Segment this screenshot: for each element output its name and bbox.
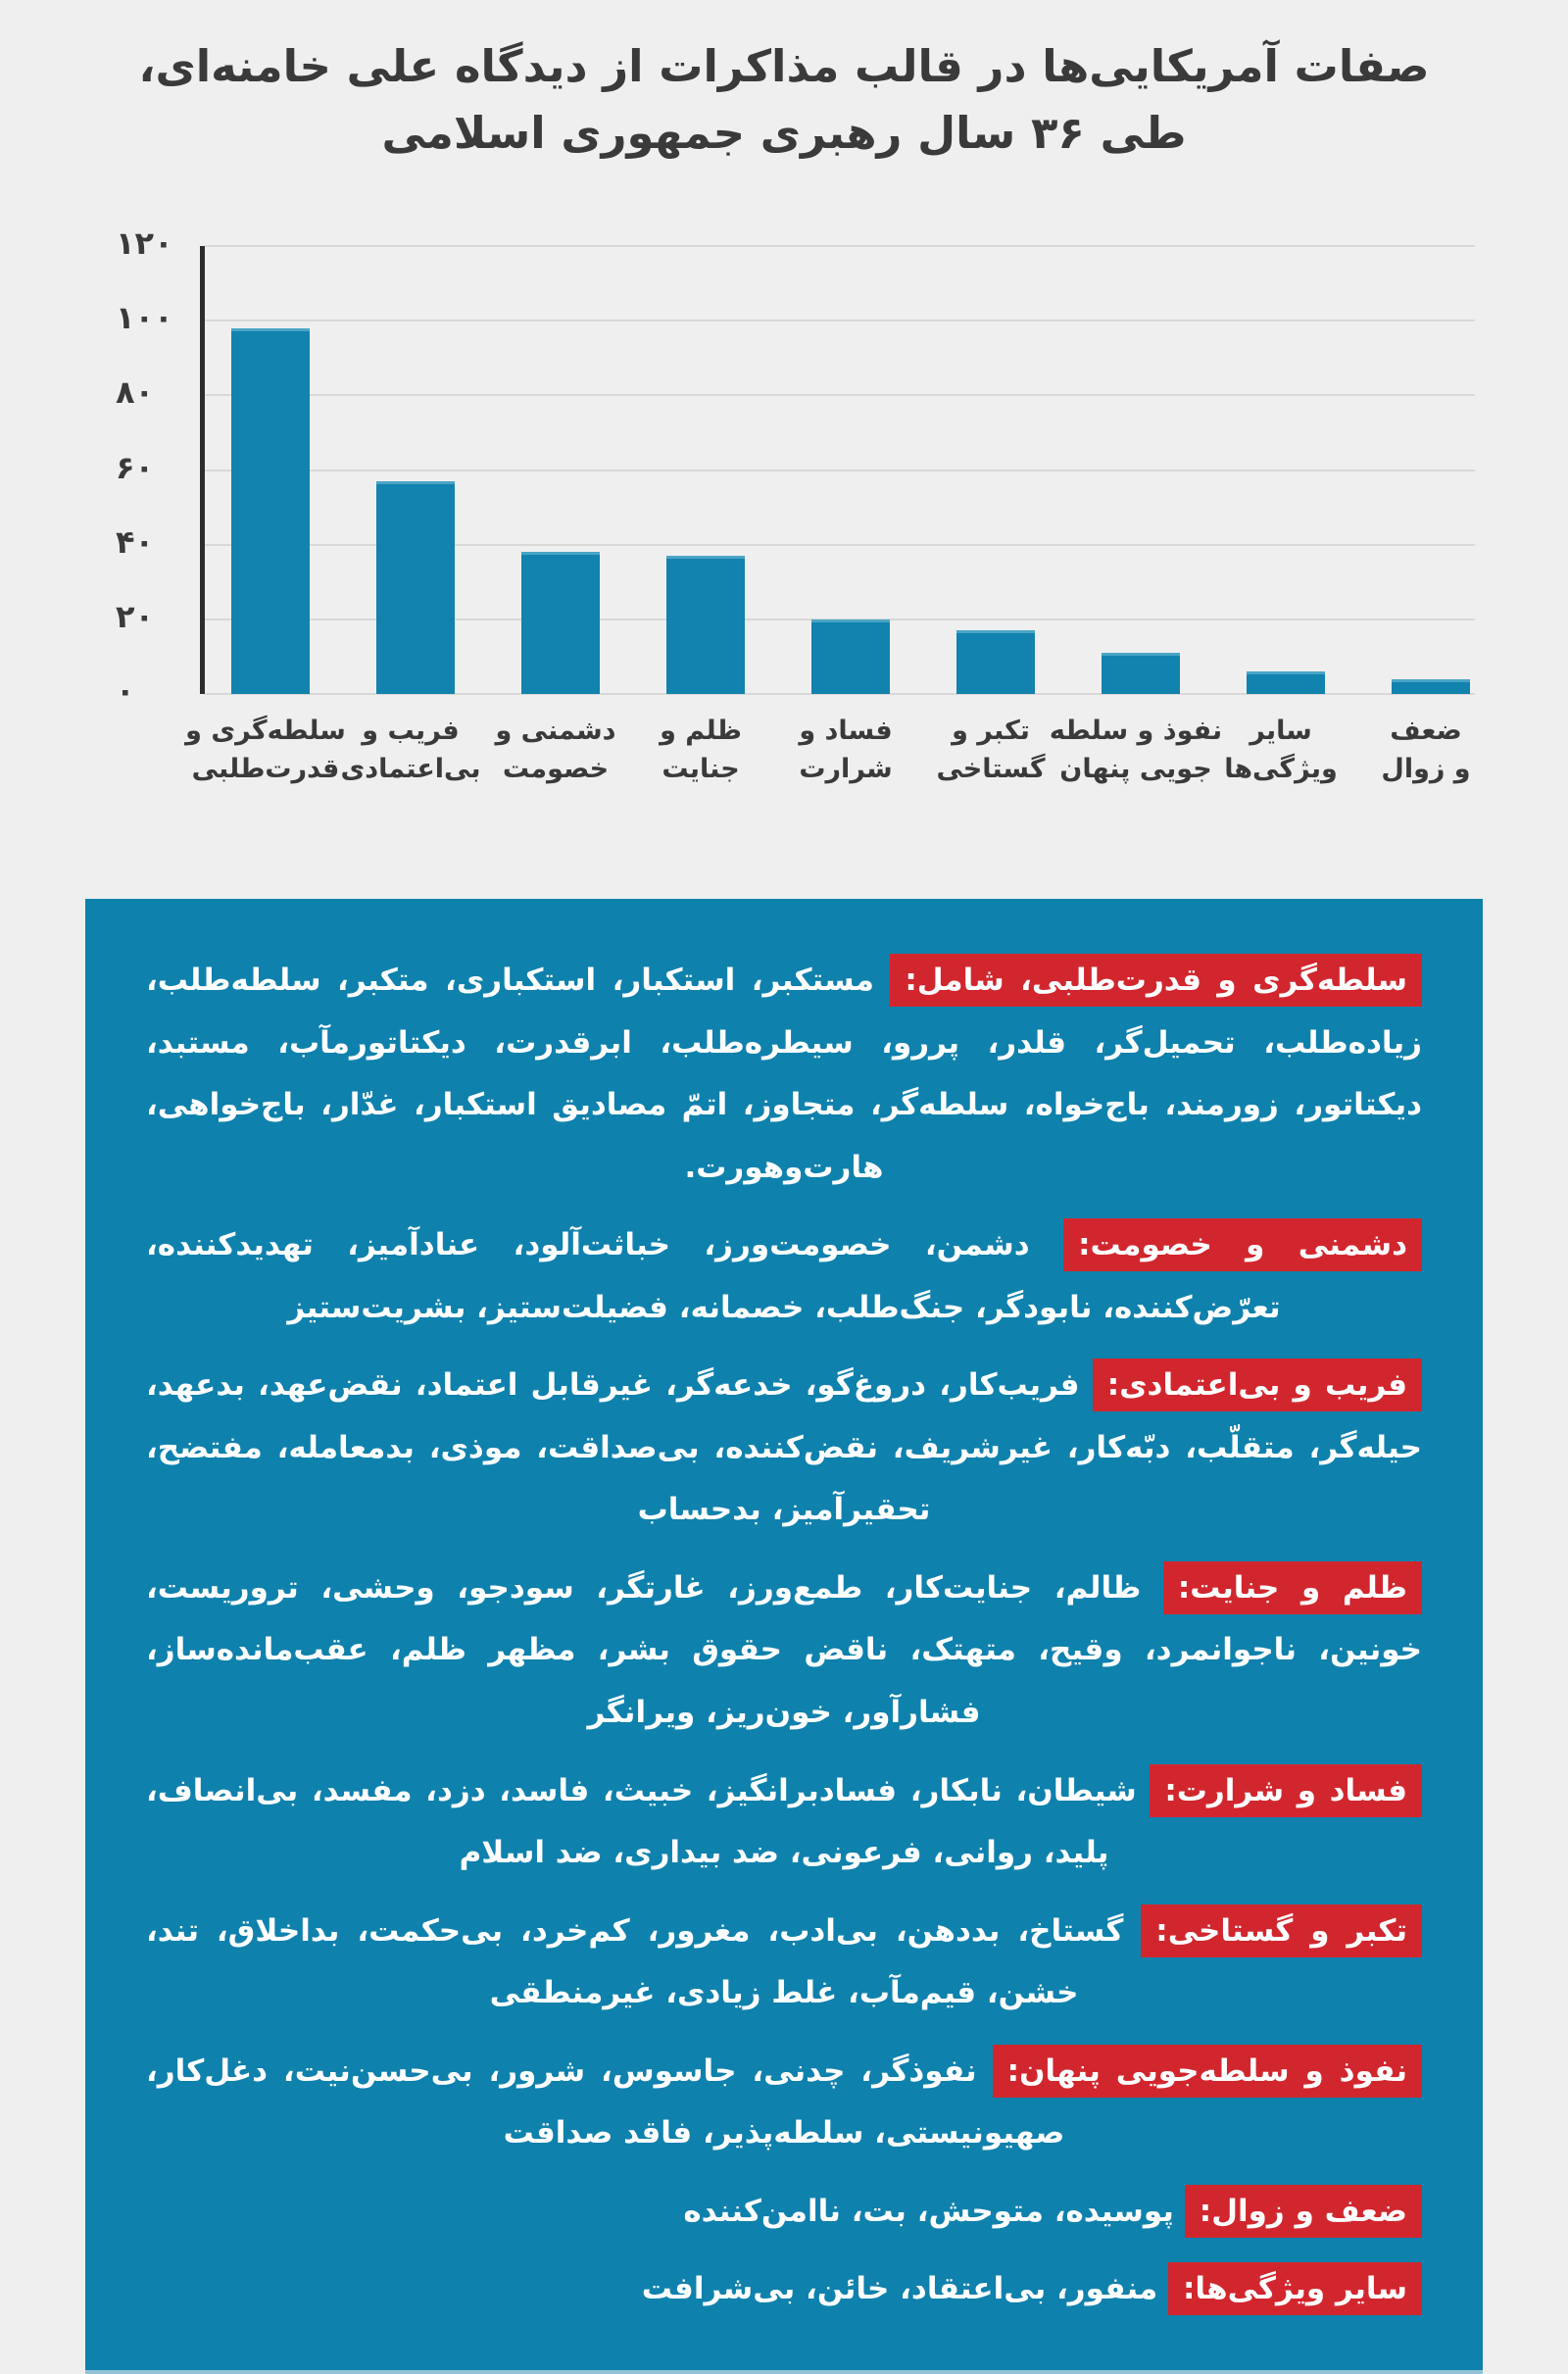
glossary-section-label-2: فریب و بی‌اعتمادی: <box>1093 1359 1422 1411</box>
plot-area <box>200 246 1475 694</box>
glossary-section-8 <box>146 2258 1422 2321</box>
bar-3 <box>666 556 745 694</box>
x-axis-category-label-6: نفوذ و سلطه جویی پنهان <box>1049 716 1223 785</box>
bar-6 <box>1102 653 1180 694</box>
y-axis-tick-label-60: ۶۰ <box>116 448 155 486</box>
x-axis-category-label-7: سایر ویژگی‌ها <box>1224 716 1338 785</box>
bar-0 <box>231 328 310 694</box>
x-axis-category-label-0: سلطه‌گری و قدرت‌طلبی <box>185 716 346 785</box>
glossary-section-text-4: شیطان، نابکار، فسادبرانگیز، خبیث، فاسد، دزد، مفسد، بی‌انصاف، پلید، روانی، فرعونی، ضد بیداری، ضد اسلام <box>146 1772 1151 1871</box>
glossary-section-6 <box>146 2041 1422 2165</box>
glossary-section-text-3: ظالم، جنایت‌کار، طمع‌ورز، غارتگر، سودجو، وحشی، تروریست، خونین، ناجوانمرد، وقیح، متهتک، ناقض حقوق بشر، مظهر ظلم، عقب‌مانده‌ساز، فشارآور، خون‌ریز، ویرانگر <box>146 1569 1422 1731</box>
bar-8 <box>1392 679 1470 694</box>
page-title <box>59 33 1509 166</box>
glossary-section-2 <box>146 1355 1422 1542</box>
glossary-section-1 <box>146 1214 1422 1339</box>
glossary-panel <box>85 899 1483 2374</box>
gridline-120 <box>205 245 1475 247</box>
x-axis-category-label-8: ضعف و زوال <box>1381 716 1471 785</box>
bar-1 <box>376 481 455 694</box>
bar-4 <box>811 619 890 694</box>
glossary-section-4 <box>146 1760 1422 1885</box>
bar-chart <box>0 207 1568 893</box>
glossary-section-text-7: پوسیده، متوحش، بت، ناامن‌کننده <box>683 2193 1185 2229</box>
glossary-section-label-5: تکبر و گستاخی: <box>1141 1904 1422 1957</box>
y-axis-tick-label-40: ۴۰ <box>116 522 155 561</box>
y-axis-tick-label-80: ۸۰ <box>116 373 155 412</box>
glossary-section-7 <box>146 2181 1422 2244</box>
y-axis-tick-label-0: ۰ <box>116 672 135 710</box>
glossary-section-text-5: گستاخ، بددهن، بی‌ادب، مغرور، کم‌خرد، بی‌حکمت، بداخلاق، تند، خشن، قیم‌مآب، غلط زیادی، غیرمنطقی <box>146 1912 1142 2011</box>
glossary-section-3 <box>146 1558 1422 1745</box>
gridline-60 <box>205 470 1475 471</box>
y-axis-tick-label-20: ۲۰ <box>116 597 155 635</box>
page-title-line-1: صفات آمریکایی‌ها در قالب مذاکرات از دیدگاه علی خامنه‌ای، <box>138 40 1430 92</box>
x-axis-category-label-3: ظلم و جنایت <box>660 716 742 785</box>
x-axis-category-label-5: تکبر و گستاخی <box>936 716 1046 785</box>
x-axis-category-label-2: دشمنی و خصومت <box>495 716 616 785</box>
x-axis-category-label-1: فریب و بی‌اعتمادی <box>340 716 481 785</box>
glossary-section-label-4: فساد و شرارت: <box>1150 1764 1422 1817</box>
glossary-section-label-6: نفوذ و سلطه‌جویی پنهان: <box>993 2045 1422 2098</box>
page-title-line-2: طی ۳۶ سال رهبری جمهوری اسلامی <box>381 106 1187 159</box>
glossary-section-text-0: مستکبر، استکبار، استکباری، متکبر، سلطه‌طلب، زیاده‌طلب، تحمیل‌گر، قلدر، پررو، سیطره‌طلب، ابرقدرت، دیکتاتورمآب، مستبد، دیکتاتور، زورمند، باج‌خواه، سلطه‌گر، متجاوز، اتمّ مصادیق استکبار، غدّار، باج‌خواهی، هارت‌وهورت. <box>146 963 1422 1185</box>
gridline-100 <box>205 320 1475 321</box>
glossary-section-text-1: دشمن، خصومت‌ورز، خباثت‌آلود، عنادآمیز، تهدیدکننده، تعرّض‌کننده، نابودگر، جنگ‌طلب، خصمانه، فضیلت‌ستیز، بشریت‌ستیز <box>146 1227 1281 1325</box>
y-axis-tick-label-120: ۱۲۰ <box>116 224 173 262</box>
glossary-section-label-8: سایر ویژگی‌ها: <box>1168 2262 1422 2315</box>
glossary-section-text-6: نفوذگر، چدنی، جاسوس، شرور، بی‌حسن‌نیت، دغل‌کار، صهیونیستی، سلطه‌پذیر، فاقد صداقت <box>146 2053 1065 2151</box>
bar-7 <box>1247 671 1325 694</box>
glossary-section-label-3: ظلم و جنایت: <box>1163 1561 1422 1614</box>
glossary-section-label-0: سلطه‌گری و قدرت‌طلبی، شامل: <box>890 954 1422 1007</box>
x-axis-category-label-4: فساد و شرارت <box>799 716 893 785</box>
glossary-section-text-2: فریب‌کار، دروغ‌گو، خدعه‌گر، غیرقابل اعتماد، نقض‌عهد، بدعهد، حیله‌گر، متقلّب، دبّه‌کار، غیرشریف، نقض‌کننده، بی‌صداقت، موذی، بدمعامله، مفتضح، تحقیرآمیز، بدحساب <box>146 1367 1422 1528</box>
bar-5 <box>956 630 1035 694</box>
glossary-section-text-8: منفور، بی‌اعتقاد، خائن، بی‌شرافت <box>641 2271 1169 2307</box>
bar-2 <box>521 552 600 694</box>
gridline-80 <box>205 394 1475 396</box>
glossary-section-5 <box>146 1901 1422 2025</box>
glossary-section-0 <box>146 950 1422 1199</box>
glossary-section-label-7: ضعف و زوال: <box>1185 2185 1422 2238</box>
glossary-section-label-1: دشمنی و خصومت: <box>1063 1218 1422 1271</box>
y-axis-tick-label-100: ۱۰۰ <box>116 299 173 337</box>
